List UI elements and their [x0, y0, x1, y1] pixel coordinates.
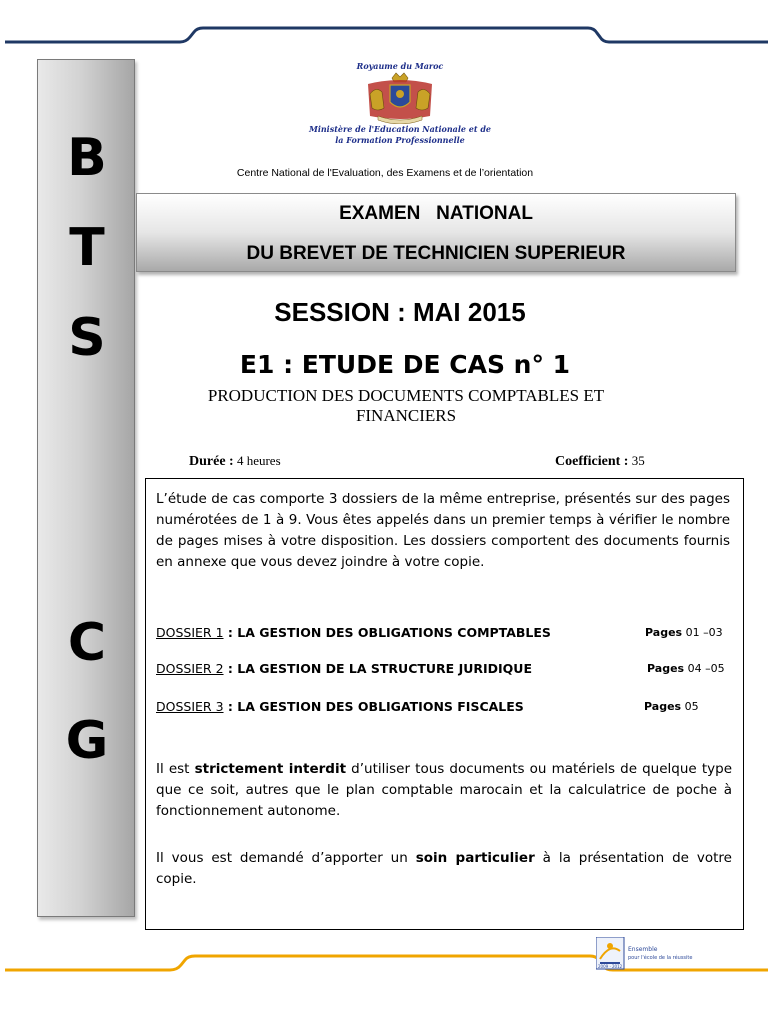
pages-value: 04 –05 — [687, 662, 725, 675]
dossier-pages — [644, 700, 699, 713]
dossier-row-3 — [156, 699, 736, 714]
coefficient-label: Coefficient : — [555, 454, 629, 469]
subject-title — [156, 386, 656, 426]
ensemble-reussite-logo — [596, 937, 696, 971]
side-bar — [37, 59, 135, 917]
logo-years: 2009 · 2012 — [598, 964, 623, 969]
centre-national-text: Centre National de l'Evaluation, des Examens et de l’orientation — [236, 167, 534, 179]
dossier-title: : LA GESTION DE LA STRUCTURE JURIDIQUE — [223, 661, 532, 676]
side-letter-t: T — [69, 218, 105, 278]
dossier-pages — [645, 626, 723, 639]
coefficient — [555, 453, 645, 470]
soin-text-end: à la présentation de votre copie. — [156, 850, 732, 887]
pages-label: Pages — [647, 662, 685, 675]
pages-label: Pages — [645, 626, 683, 639]
side-letter-b: B — [67, 128, 107, 188]
dossier-row-2 — [156, 661, 736, 676]
subject-line-1: PRODUCTION DES DOCUMENTS COMPTABLES ET — [207, 386, 605, 405]
epreuve-title: E1 : ETUDE DE CAS n° 1 — [239, 350, 571, 379]
interdit-bold: strictement interdit — [194, 761, 347, 777]
pages-value: 01 –03 — [685, 626, 723, 639]
duree-value: 4 heures — [236, 453, 281, 468]
soin-paragraph — [156, 848, 732, 890]
side-letter-c: C — [67, 613, 107, 673]
logo-line-1: Ensemble — [628, 946, 658, 953]
dossier-title: : LA GESTION DES OBLIGATIONS FISCALES — [223, 699, 524, 714]
ensemble-logo-icon — [596, 937, 696, 971]
banner-line-1: EXAMEN NATIONAL — [339, 203, 533, 224]
dossier-row-1 — [156, 625, 736, 640]
pages-label: Pages — [644, 700, 682, 713]
banner-line-2: DU BREVET DE TECHNICIEN SUPERIEUR — [246, 243, 626, 264]
royaume-text: Royaume du Maroc — [356, 61, 444, 71]
side-letter-g: G — [65, 711, 109, 771]
duree-label: Durée : — [189, 454, 234, 469]
subject-line-2: FINANCIERS — [355, 406, 457, 425]
logo-line-2: pour l'école de la réussite — [628, 955, 693, 961]
soin-text-start: Il vous est demandé d’apporter un — [156, 850, 416, 866]
dossier-label: DOSSIER 2 — [156, 661, 224, 676]
pages-value: 05 — [684, 700, 699, 713]
dossier-label: DOSSIER 3 — [156, 699, 224, 714]
dossier-pages — [647, 662, 725, 675]
interdit-text-start: Il est — [156, 761, 195, 777]
ministere-line-1: Ministère de l'Education Nationale et de — [308, 124, 492, 134]
dossier-title: : LA GESTION DES OBLIGATIONS COMPTABLES — [223, 625, 551, 640]
intro-paragraph: L’étude de cas comporte 3 dossiers de la même entreprise, présentés sur des pages numérotées de 1 à 9. Vous êtes appelés dans un premier temps à vérifier le nombre de pages mises à votre disposition. Les dossiers comportent des documents fournis en annexe que vous devez joindre à votre copie. — [156, 491, 730, 570]
coefficient-value: 35 — [631, 453, 645, 468]
ministere-text — [300, 124, 500, 146]
instructions-box — [145, 478, 744, 930]
soin-bold: soin particulier — [415, 850, 535, 866]
ministry-emblem — [300, 58, 500, 153]
duree — [189, 453, 281, 470]
side-letter-s: S — [68, 308, 106, 368]
interdit-text-end: d’utiliser tous documents ou matériels de quelque type que ce soit, autres que le plan comptable marocain et la calculatrice de poche à fonctionnement autonome. — [156, 761, 732, 819]
royal-coat-of-arms-icon — [360, 72, 440, 124]
session-title: SESSION : MAI 2015 — [274, 297, 526, 327]
exam-banner — [136, 193, 736, 272]
ministere-line-2: la Formation Professionnelle — [335, 135, 465, 145]
interdit-paragraph — [156, 759, 732, 822]
dossier-label: DOSSIER 1 — [156, 625, 224, 640]
top-decorative-line — [0, 0, 768, 50]
